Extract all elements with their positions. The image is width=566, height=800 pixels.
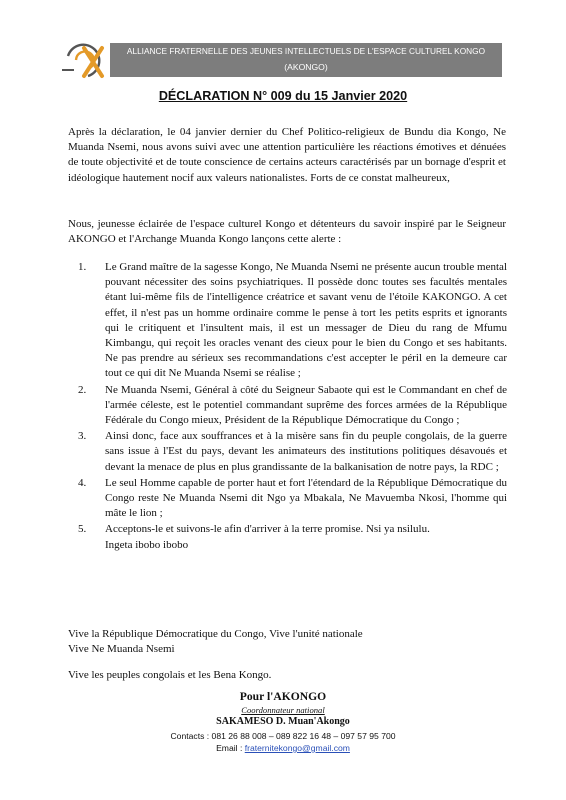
list-number: 1.: [78, 261, 87, 273]
list-number: 3.: [78, 430, 87, 443]
closing-line-2: Vive Ne Muanda Nsemi: [68, 643, 175, 656]
list-item: [78, 383, 507, 429]
list-item-extra: Ingeta ibobo ibobo: [105, 538, 189, 551]
organization-name: ALLIANCE FRATERNELLE DES JEUNES INTELLECTUELS DE L'ESPACE CULTUREL KONGO: [126, 46, 486, 56]
contact-numbers: Contacts : 081 26 88 008 – 089 822 16 48 – 097 57 95 700: [170, 731, 396, 741]
signature-role: Coordonnateur national: [241, 705, 325, 715]
list-item-text: Ainsi donc, face aux souffrances et à la misère sans fin du peuple congolais, de la guerre sans issue à l'Est du pays, devant les animateurs des institutions politiques désavoués et devant la menace de plus en plus grandissante de la balkanisation de notre pays, la RDC ;: [105, 430, 507, 473]
list-item-text: Le seul Homme capable de porter haut et fort l'étendard de la République Démocratique du Congo reste Ne Muanda Nsemi dit Ngo ya Mbakala, Ne Mavuemba Nkosi, l'homme qui mâte le lion ;: [105, 476, 507, 520]
list-item: [78, 522, 507, 552]
declaration-list: [0, 260, 566, 554]
signature-org: Pour l'AKONGO: [239, 690, 327, 703]
intro-paragraph: Après la déclaration, le 04 janvier dernier du Chef Politico-religieux de Bundu dia Kongo, Ne Muanda Nsemi, nous avons suivi avec une attention particulière les réactions émotives et dénuées de toute objectivité et de toute conscience de certains acteurs caractérisés par un bornage d'esprit et idéologique hautement nocif aux valeurs nationalistes. Forts de ce constat malheureux,: [68, 126, 506, 184]
closing-line-1: Vive la République Démocratique du Congo, Vive l'unité nationale: [68, 628, 363, 640]
list-item: [78, 476, 507, 522]
signature-name: SAKAMESO D. Muan'Akongo: [216, 716, 350, 727]
contact-email-line: [0, 743, 566, 753]
list-item-text: Le Grand maître de la sagesse Kongo, Ne Muanda Nsemi ne présente aucun trouble mental pouvant nécessiter des soins psychiatriques. Il possède donc toutes ses facultés mentales étant lui-même fils de l'intelligence créatrice et savant venu de l'étoile KAKONGO. A cet effet, il n'est pas un homme ordinaire comme le pense à tort les petits esprits et ignorants qui le critiquent et l'insultent mais, il est un messager de Dieu du rang de Mfumu Kimbangu, qui reçoit les oracles venant des cieux pour le bien du Congo et ses habitants. Ne pas prendre au sérieux ses recommandations c'est accepter le péril en la demeure car tout ce qui dit Ne Muanda Nsemi se réalise ;: [105, 261, 507, 380]
organization-banner: [110, 43, 502, 77]
email-label: Email :: [216, 743, 245, 753]
list-item: [78, 429, 507, 475]
organization-abbreviation: (AKONGO): [284, 62, 328, 72]
akongo-logo-icon: [60, 36, 106, 82]
list-item-text: Ne Muanda Nsemi, Général à côté du Seigneur Sabaote qui est le Commandant en chef de l'armée céleste, est le potentiel commandant suprême des forces armées de la République Fédérale du Congo mieux, Président de la République Démocratique du Congo ;: [105, 383, 507, 427]
list-number: 5.: [78, 523, 87, 536]
list-number: 4.: [78, 476, 87, 489]
list-number: 2.: [78, 383, 87, 396]
email-link[interactable]: fraternitekongo@gmail.com: [244, 743, 350, 753]
alert-paragraph: Nous, jeunesse éclairée de l'espace culturel Kongo et détenteurs du savoir inspiré par le Seigneur AKONGO et l'Archange Muanda Kongo lançons cette alerte :: [68, 218, 506, 246]
declaration-title: DÉCLARATION N° 009 du 15 Janvier 2020: [158, 89, 408, 103]
list-item: [78, 260, 507, 382]
list-item-text: Acceptons-le et suivons-le afin d'arriver à la terre promise. Nsi ya nsilulu.: [105, 523, 430, 536]
closing-line-3: Vive les peuples congolais et les Bena Kongo.: [68, 669, 272, 681]
closing-lines: [68, 627, 506, 657]
